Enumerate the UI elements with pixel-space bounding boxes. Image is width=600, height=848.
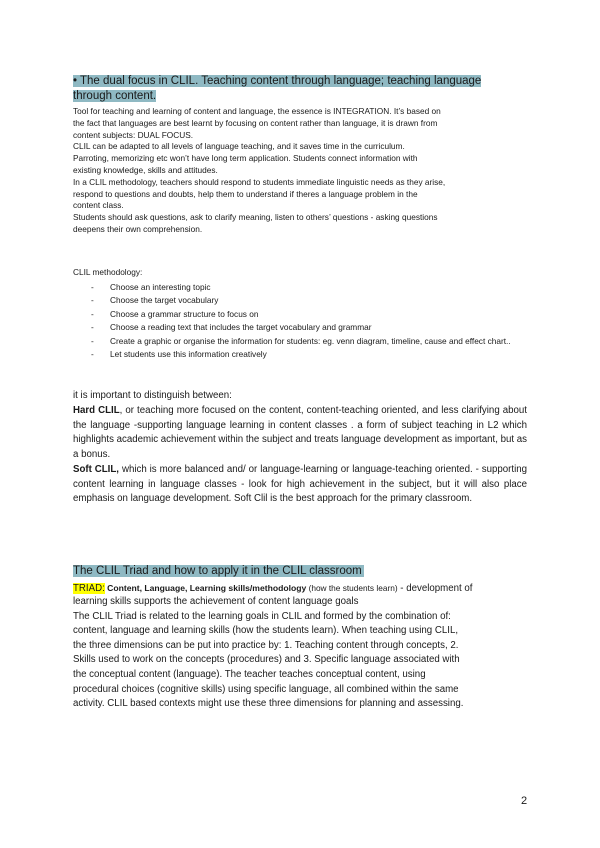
section2-heading-text: The CLIL Triad and how to apply it in the CLIL classroom bbox=[73, 565, 362, 577]
body-line: content subjects: DUAL FOCUS. bbox=[73, 129, 194, 140]
section1-heading bbox=[73, 74, 519, 103]
methodology-title: CLIL methodology: bbox=[73, 267, 143, 277]
section1-body bbox=[73, 106, 445, 236]
body-line: the three dimensions can be put into practice by: 1. Teaching content through concepts, 2. bbox=[73, 639, 459, 651]
body-line: Skills used to work on the concepts (procedures) and 3. Specific language associated with bbox=[73, 654, 460, 666]
body-line: Parroting, memorizing etc won’t have long term application. Students connect information with bbox=[73, 153, 418, 164]
body-line: CLIL can be adapted to all levels of language teaching, and it saves time in the curriculum. bbox=[73, 141, 405, 152]
list-item: - Create a graphic or organise the information for students: eg. venn diagram, timeline, cause and effect chart.. bbox=[91, 336, 530, 348]
triad-bold: Content, Language, Learning skills/methodology bbox=[104, 583, 307, 593]
hard-clil-text: , or teaching more focused on the content, content-teaching oriented, and less clarifying about the language -supporting language learning in content classes . a form of subject teaching in L2 which highlights academic achievement within the subject and treats language development as important, but as a bonus. bbox=[73, 405, 527, 460]
triad-small: (how the students learn) bbox=[306, 583, 398, 593]
body-line: content, language and learning skills (how the students learn). When teaching using CLIL, bbox=[73, 625, 459, 637]
list-item: - Let students use this information creatively bbox=[91, 349, 531, 361]
body-line: activity. CLIL based contexts might use these three dimensions for planning and assessing. bbox=[73, 698, 464, 710]
triad-rest: - development of bbox=[397, 583, 473, 594]
soft-clil-label: Soft CLIL, bbox=[73, 464, 119, 475]
list-item: - Choose the target vocabulary bbox=[91, 295, 531, 307]
list-item: - Choose an interesting topic bbox=[91, 282, 531, 294]
body-line: content class. bbox=[73, 200, 124, 211]
soft-clil-text: which is more balanced and/ or language-learning or language-teaching oriented. - supporting content learning in language classes - look for high achievement in the subject, but it will also place emphasis on language development. Soft Clil is the best approach for the primary classroom. bbox=[73, 464, 527, 505]
body-line: deepens their own comprehension. bbox=[73, 223, 203, 234]
triad-label: TRIAD: bbox=[73, 583, 105, 594]
body-line: respond to questions and doubts, help them to understand if theres a language problem in the bbox=[73, 188, 418, 199]
methodology-list bbox=[91, 282, 531, 361]
body-line: the fact that languages are best learnt by focusing on content rather than language, it is drawn from bbox=[73, 117, 438, 128]
hard-clil-label: Hard CLIL bbox=[73, 405, 120, 416]
body-line: procedural choices (cognitive skills) using specific language, all combined within the same bbox=[73, 683, 459, 695]
list-item: - Choose a grammar structure to focus on bbox=[91, 309, 531, 321]
section1-heading-text: • The dual focus in CLIL. Teaching content through language; teaching language through content. bbox=[73, 75, 482, 102]
body-line: existing knowledge, skills and attitudes. bbox=[73, 164, 218, 175]
page-number: 2 bbox=[521, 795, 528, 807]
body-line: The CLIL Triad is related to the learning goals in CLIL and formed by the combination of: bbox=[73, 610, 451, 622]
body-line: In a CLIL methodology, teachers should respond to students immediate linguistic needs as they arise, bbox=[73, 176, 446, 187]
distinguish-intro: it is important to distinguish between: bbox=[73, 390, 232, 401]
hard-clil-paragraph bbox=[73, 404, 527, 462]
list-item: - Choose a reading text that includes the target vocabulary and grammar bbox=[91, 322, 531, 334]
body-line: the conceptual content (language). The teacher teaches conceptual content, using bbox=[73, 668, 426, 680]
body-line: Tool for teaching and learning of content and language, the essence is INTEGRATION. It’s based on bbox=[73, 106, 441, 116]
section2-heading bbox=[73, 564, 364, 579]
section2-body bbox=[73, 595, 463, 712]
body-line: learning skills supports the achievement of content language goals bbox=[73, 596, 359, 607]
body-line: Students should ask questions, ask to clarify meaning, listen to others’ questions - asking questions bbox=[73, 212, 438, 223]
soft-clil-paragraph bbox=[73, 463, 527, 507]
